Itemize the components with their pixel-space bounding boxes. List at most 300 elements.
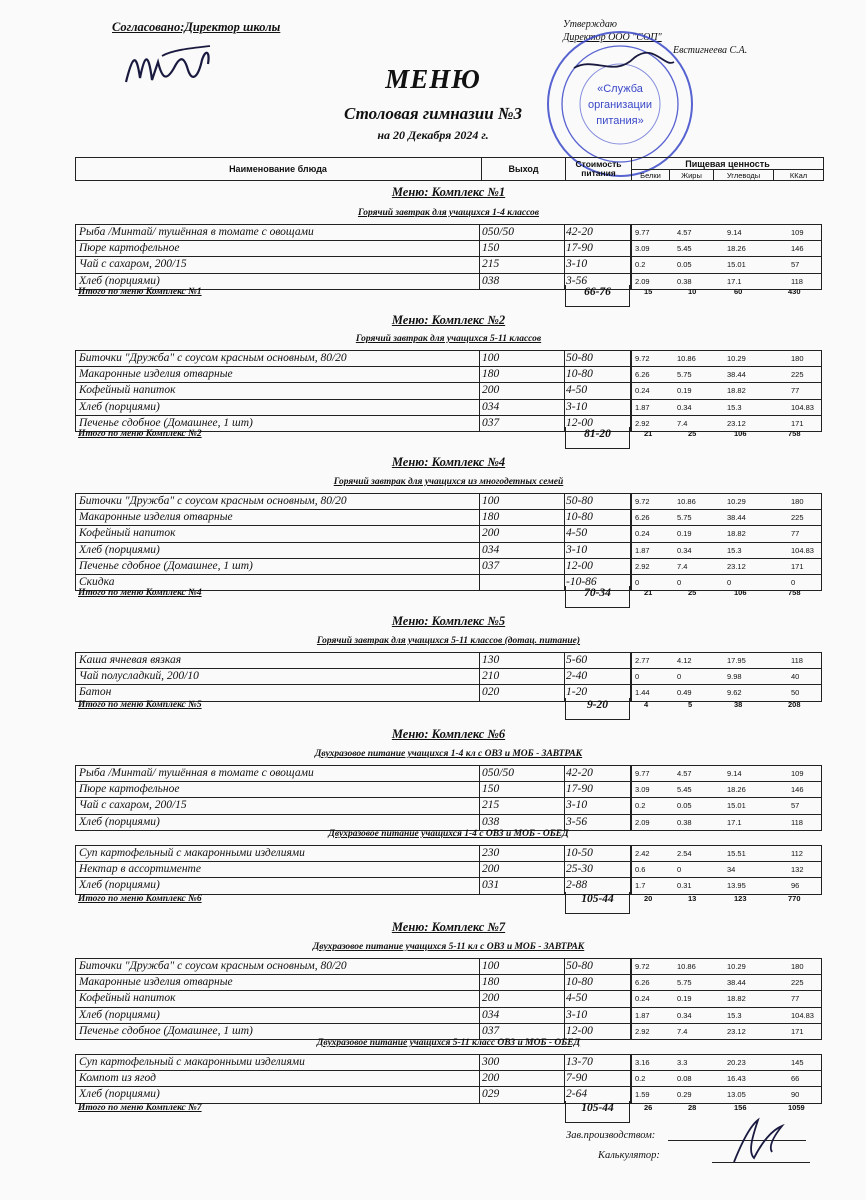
kcal-value: 171 xyxy=(791,561,804,571)
carbs-value: 13.95 xyxy=(727,881,746,891)
proteins-value: 9.72 xyxy=(635,962,650,971)
proteins-value: 1.7 xyxy=(635,881,646,891)
complex-total-label: Итого по меню Комплекс №5 xyxy=(78,700,202,710)
total-kcal: 758 xyxy=(788,429,801,438)
complex-total-price: 105-44 xyxy=(565,892,630,914)
kcal-value: 145 xyxy=(791,1058,804,1067)
kcal-value: 77 xyxy=(791,529,800,539)
kcal-value: 112 xyxy=(791,849,803,858)
proteins-value: 3.09 xyxy=(635,244,650,254)
total-fats: 25 xyxy=(688,588,697,597)
table-row xyxy=(76,241,631,257)
proteins-value: 2.92 xyxy=(635,418,650,428)
proteins-value: 1.59 xyxy=(635,1090,650,1100)
table-row xyxy=(76,1071,631,1087)
dish-price: 50-80 xyxy=(566,352,593,364)
dish-output: 034 xyxy=(482,400,500,413)
total-kcal: 758 xyxy=(788,588,801,597)
table-row xyxy=(76,846,631,862)
fats-value: 0.05 xyxy=(677,260,692,270)
complex-total-nutrition xyxy=(630,287,822,299)
complex-total-label: Итого по меню Комплекс №4 xyxy=(78,588,202,598)
dish-output: 050/50 xyxy=(482,226,514,238)
kcal-value: 118 xyxy=(791,656,803,665)
calculator-label: Калькулятор: xyxy=(598,1150,660,1161)
kcal-value: 118 xyxy=(791,276,803,286)
dish-name: Хлеб (порциями) xyxy=(79,815,160,828)
dish-name: Каша ячневая вязкая xyxy=(79,654,182,666)
fats-value: 0 xyxy=(677,672,682,682)
svg-text:организации: организации xyxy=(587,99,653,111)
dish-name: Макаронные изделия отварные xyxy=(79,368,233,381)
kcal-value: 109 xyxy=(791,228,804,237)
nutrition-row xyxy=(630,653,822,669)
proteins-value: 2.77 xyxy=(635,656,650,665)
header-kcal: ККал xyxy=(773,169,823,180)
complex-total-label: Итого по меню Комплекс №2 xyxy=(78,429,202,439)
dish-price: 4-50 xyxy=(566,384,588,397)
kcal-value: 40 xyxy=(791,672,800,682)
dish-price: 12-00 xyxy=(566,559,593,572)
total-proteins: 4 xyxy=(644,700,649,709)
fats-value: 7.4 xyxy=(677,1026,688,1036)
carbs-value: 15.3 xyxy=(727,1010,742,1020)
fats-value: 0 xyxy=(677,865,682,875)
table-row xyxy=(76,225,631,241)
table-row xyxy=(76,494,631,510)
dish-name: Хлеб (порциями) xyxy=(79,400,160,413)
dish-price: 50-80 xyxy=(566,960,593,972)
dish-price: 25-30 xyxy=(566,863,593,876)
meal-group-title: Горячий завтрак для учащихся 1-4 классов xyxy=(357,208,540,218)
fats-value: 3.3 xyxy=(677,1058,688,1067)
dish-output: 034 xyxy=(482,1008,500,1021)
approval-line-2: Директор ООО "СОП" xyxy=(563,32,662,43)
proteins-value: 1.87 xyxy=(635,402,650,412)
kcal-value: 90 xyxy=(791,1090,800,1100)
dish-price: 5-60 xyxy=(566,654,588,666)
total-fats: 28 xyxy=(688,1103,697,1112)
proteins-value: 0.2 xyxy=(635,801,646,811)
carbs-value: 10.29 xyxy=(727,354,746,363)
dish-price: 10-50 xyxy=(566,847,593,859)
carbs-value: 23.12 xyxy=(727,418,746,428)
nutrition-row xyxy=(630,959,822,975)
dish-output: 100 xyxy=(482,960,500,972)
dish-name: Пюре картофельное xyxy=(79,783,180,796)
carbs-value: 15.01 xyxy=(727,801,746,811)
meal-group-title: Горячий завтрак для учащихся 5-11 классов (дотац. питание) xyxy=(316,636,581,646)
dish-output: 100 xyxy=(482,352,500,364)
dish-name: Нектар в ассортименте xyxy=(79,863,201,876)
dish-price: 2-40 xyxy=(566,670,588,683)
carbs-value: 10.29 xyxy=(727,962,746,971)
total-fats: 5 xyxy=(688,700,693,709)
nutrition-table xyxy=(630,224,822,290)
dish-name: Хлеб (порциями) xyxy=(79,1008,160,1021)
dish-output: 020 xyxy=(482,686,500,699)
kcal-value: 180 xyxy=(791,497,804,506)
carbs-value: 38.44 xyxy=(727,370,746,380)
proteins-value: 6.26 xyxy=(635,513,650,523)
fats-value: 4.57 xyxy=(677,228,692,237)
dish-price: 17-90 xyxy=(566,783,593,796)
proteins-value: 1.44 xyxy=(635,688,650,698)
carbs-value: 9.98 xyxy=(727,672,742,682)
dish-output: 300 xyxy=(482,1056,500,1068)
fats-value: 5.45 xyxy=(677,785,692,795)
total-proteins: 15 xyxy=(644,287,653,296)
table-row xyxy=(76,559,631,575)
nutrition-row xyxy=(630,975,822,991)
proteins-value: 0.6 xyxy=(635,865,646,875)
dish-name: Суп картофельный с макаронными изделиями xyxy=(79,847,305,859)
proteins-value: 3.09 xyxy=(635,785,650,795)
table-row xyxy=(76,526,631,542)
nutrition-row xyxy=(630,878,822,894)
svg-text:питания»: питания» xyxy=(596,115,644,127)
nutrition-row xyxy=(630,510,822,526)
dish-price: -10-86 xyxy=(566,575,597,588)
dish-output: 100 xyxy=(482,495,500,507)
proteins-value: 9.72 xyxy=(635,497,650,506)
dish-name: Биточки "Дружба" с соусом красным основным, 80/20 xyxy=(79,960,347,972)
nutrition-table xyxy=(630,1054,822,1104)
complex-total-label: Итого по меню Комплекс №7 xyxy=(78,1103,202,1113)
complex-title: Меню: Комплекс №2 xyxy=(391,313,506,327)
nutrition-row xyxy=(630,526,822,542)
dish-price: 3-10 xyxy=(566,1008,588,1021)
complex-total-price: 66-76 xyxy=(565,285,630,307)
meal-group-title: Двухразовое питание учащихся 1-4 кл с ОВЗ и МОБ - ЗАВТРАК xyxy=(314,749,583,759)
fats-value: 0 xyxy=(677,577,682,587)
complex-title: Меню: Комплекс №7 xyxy=(391,920,506,934)
dish-price: 2-88 xyxy=(566,879,588,892)
dish-name: Кофейный напиток xyxy=(79,384,176,397)
proteins-value: 1.87 xyxy=(635,1010,650,1020)
carbs-value: 15.3 xyxy=(727,402,742,412)
complex-total-nutrition xyxy=(630,1103,822,1115)
dish-output: 037 xyxy=(482,1024,500,1037)
dish-output: 031 xyxy=(482,879,500,892)
kcal-value: 0 xyxy=(791,577,796,587)
fats-value: 0.19 xyxy=(677,529,692,539)
proteins-value: 0 xyxy=(635,577,640,587)
header-name: Наименование блюда xyxy=(229,164,327,174)
dish-table xyxy=(75,652,632,702)
dish-name: Печенье сдобное (Домашнее, 1 шт) xyxy=(79,416,253,429)
kcal-value: 225 xyxy=(791,978,804,988)
proteins-value: 2.42 xyxy=(635,849,650,858)
complex-total-price: 105-44 xyxy=(565,1101,630,1123)
dish-price: 4-50 xyxy=(566,992,588,1005)
dish-name: Чай с сахаром, 200/15 xyxy=(79,799,187,812)
complex-total-price: 81-20 xyxy=(565,427,630,449)
carbs-value: 9.14 xyxy=(727,228,742,237)
fats-value: 0.19 xyxy=(677,386,692,396)
dish-name: Макаронные изделия отварные xyxy=(79,511,233,524)
dish-price: 10-80 xyxy=(566,368,593,381)
dish-name: Макаронные изделия отварные xyxy=(79,976,233,989)
carbs-value: 15.51 xyxy=(727,849,746,858)
carbs-value: 9.14 xyxy=(727,769,742,778)
dish-table xyxy=(75,765,632,831)
kcal-value: 225 xyxy=(791,370,804,380)
total-kcal: 1059 xyxy=(788,1103,805,1112)
nutrition-row xyxy=(630,241,822,257)
dish-output: 050/50 xyxy=(482,767,514,779)
fats-value: 5.75 xyxy=(677,370,692,380)
nutrition-row xyxy=(630,862,822,878)
kcal-value: 104.83 xyxy=(791,402,814,412)
dish-output: 200 xyxy=(482,527,500,540)
production-manager-label: Зав.производством: xyxy=(566,1130,656,1141)
fats-value: 0.38 xyxy=(677,817,692,827)
nutrition-row xyxy=(630,543,822,559)
dish-name: Биточки "Дружба" с соусом красным основным, 80/20 xyxy=(79,495,347,507)
carbs-value: 18.26 xyxy=(727,785,746,795)
nutrition-row xyxy=(630,1087,822,1103)
table-row xyxy=(76,975,631,991)
carbs-value: 20.23 xyxy=(727,1058,746,1067)
fats-value: 7.4 xyxy=(677,561,688,571)
nutrition-table xyxy=(630,958,822,1040)
dish-table xyxy=(75,845,632,895)
total-carbs: 106 xyxy=(734,429,747,438)
approval-line-3: Евстигнеева С.А. xyxy=(673,45,748,56)
nutrition-row xyxy=(630,1071,822,1087)
proteins-value: 9.77 xyxy=(635,769,650,778)
complex-total-nutrition xyxy=(630,700,822,712)
carbs-value: 17.1 xyxy=(727,817,742,827)
meal-group-title: Двухразовое питание учащихся 5-11 кл с ОВЗ и МОБ - ЗАВТРАК xyxy=(312,942,585,952)
dish-output: 200 xyxy=(482,863,500,876)
dish-name: Скидка xyxy=(79,575,115,588)
dish-name: Хлеб (порциями) xyxy=(79,543,160,556)
complex-title: Меню: Комплекс №5 xyxy=(391,614,506,628)
nutrition-row xyxy=(630,669,822,685)
nutrition-row xyxy=(630,225,822,241)
kcal-value: 132 xyxy=(791,865,804,875)
kcal-value: 171 xyxy=(791,1026,804,1036)
dish-name: Рыба /Минтай/ тушённая в томате с овощами xyxy=(79,767,314,779)
table-row xyxy=(76,798,631,814)
nutrition-table xyxy=(630,493,822,591)
complex-total-nutrition xyxy=(630,429,822,441)
carbs-value: 23.12 xyxy=(727,1026,746,1036)
kcal-value: 109 xyxy=(791,769,804,778)
carbs-value: 15.3 xyxy=(727,545,742,555)
fats-value: 0.31 xyxy=(677,881,692,891)
dish-table xyxy=(75,958,632,1040)
total-proteins: 21 xyxy=(644,588,653,597)
nutrition-row xyxy=(630,1055,822,1071)
fats-value: 4.12 xyxy=(677,656,692,665)
dish-name: Компот из ягод xyxy=(79,1072,156,1085)
complex-total-label: Итого по меню Комплекс №1 xyxy=(78,287,202,297)
header-nutrition: Пищевая ценность xyxy=(631,158,823,169)
total-carbs: 60 xyxy=(734,287,743,296)
dish-price: 3-10 xyxy=(566,799,588,812)
dish-price: 3-56 xyxy=(566,274,588,287)
dish-price: 3-10 xyxy=(566,258,588,271)
dish-name: Хлеб (порциями) xyxy=(79,879,160,892)
complex-total-price: 9-20 xyxy=(565,698,630,720)
carbs-value: 38.44 xyxy=(727,513,746,523)
table-row xyxy=(76,400,631,416)
dish-name: Хлеб (порциями) xyxy=(79,274,160,287)
carbs-value: 15.01 xyxy=(727,260,746,270)
dish-output: 180 xyxy=(482,511,500,524)
dish-price: 3-56 xyxy=(566,815,588,828)
fats-value: 5.75 xyxy=(677,978,692,988)
total-proteins: 21 xyxy=(644,429,653,438)
proteins-value: 0.24 xyxy=(635,529,650,539)
fats-value: 0.19 xyxy=(677,994,692,1004)
table-row xyxy=(76,782,631,798)
table-row xyxy=(76,1055,631,1071)
nutrition-row xyxy=(630,400,822,416)
complex-title: Меню: Комплекс №6 xyxy=(391,727,506,741)
table-row xyxy=(76,878,631,894)
carbs-value: 17.1 xyxy=(727,276,742,286)
kcal-value: 104.83 xyxy=(791,1010,814,1020)
dish-price: 4-50 xyxy=(566,527,588,540)
fats-value: 10.86 xyxy=(677,354,696,363)
complex-title: Меню: Комплекс №1 xyxy=(391,185,506,199)
dish-output: 150 xyxy=(482,242,500,255)
table-row xyxy=(76,543,631,559)
table-row xyxy=(76,351,631,367)
proteins-value: 9.77 xyxy=(635,228,650,237)
nutrition-row xyxy=(630,257,822,273)
dish-output: 200 xyxy=(482,384,500,397)
dish-output: 230 xyxy=(482,847,500,859)
dish-name: Кофейный напиток xyxy=(79,992,176,1005)
table-row xyxy=(76,653,631,669)
dish-table xyxy=(75,224,632,290)
dish-name: Печенье сдобное (Домашнее, 1 шт) xyxy=(79,1024,253,1037)
dish-output: 180 xyxy=(482,976,500,989)
dish-table xyxy=(75,493,632,591)
complex-total-nutrition xyxy=(630,588,822,600)
header-output: Выход xyxy=(481,158,565,180)
kcal-value: 180 xyxy=(791,354,804,363)
total-carbs: 156 xyxy=(734,1103,747,1112)
complex-title: Меню: Комплекс №4 xyxy=(391,455,506,469)
total-kcal: 770 xyxy=(788,894,801,903)
dish-output: 037 xyxy=(482,559,500,572)
dish-output: 130 xyxy=(482,654,500,666)
carbs-value: 23.12 xyxy=(727,561,746,571)
fats-value: 5.75 xyxy=(677,513,692,523)
table-row xyxy=(76,862,631,878)
kcal-value: 96 xyxy=(791,881,800,891)
meal-group-title: Горячий завтрак для учащихся из многодетных семей xyxy=(333,477,564,487)
proteins-value: 2.09 xyxy=(635,276,650,286)
carbs-value: 9.62 xyxy=(727,688,742,698)
carbs-value: 18.82 xyxy=(727,529,746,539)
calculator-signature-line xyxy=(712,1162,810,1163)
kcal-value: 50 xyxy=(791,688,800,698)
dish-name: Чай полусладкий, 200/10 xyxy=(79,670,199,683)
proteins-value: 0.2 xyxy=(635,260,646,270)
dish-output: 215 xyxy=(482,258,500,271)
dish-name: Пюре картофельное xyxy=(79,242,180,255)
approval-line-1: Утверждаю xyxy=(563,19,617,30)
menu-date: на 20 Декабря 2024 г. xyxy=(377,128,489,142)
fats-value: 0.38 xyxy=(677,276,692,286)
fats-value: 0.49 xyxy=(677,688,692,698)
total-proteins: 26 xyxy=(644,1103,653,1112)
meal-group-title: Двухразовое питание учащихся 1-4 с ОВЗ и МОБ - ОБЕД xyxy=(328,829,569,839)
production-signature xyxy=(728,1112,788,1168)
carbs-value: 38.44 xyxy=(727,978,746,988)
complex-total-label: Итого по меню Комплекс №6 xyxy=(78,894,202,904)
kcal-value: 225 xyxy=(791,513,804,523)
proteins-value: 6.26 xyxy=(635,978,650,988)
nutrition-row xyxy=(630,1008,822,1024)
nutrition-row xyxy=(630,494,822,510)
nutrition-row xyxy=(630,383,822,399)
nutrition-row xyxy=(630,559,822,575)
dish-price: 12-00 xyxy=(566,416,593,429)
table-row xyxy=(76,257,631,273)
proteins-value: 1.87 xyxy=(635,545,650,555)
dish-price: 2-64 xyxy=(566,1088,588,1101)
dish-name: Биточки "Дружба" с соусом красным основным, 80/20 xyxy=(79,352,347,364)
table-row xyxy=(76,959,631,975)
proteins-value: 6.26 xyxy=(635,370,650,380)
kcal-value: 146 xyxy=(791,244,804,254)
kcal-value: 146 xyxy=(791,785,804,795)
fats-value: 2.54 xyxy=(677,849,692,858)
fats-value: 10.86 xyxy=(677,497,696,506)
proteins-value: 0.24 xyxy=(635,994,650,1004)
carbs-value: 18.82 xyxy=(727,386,746,396)
nutrition-row xyxy=(630,991,822,1007)
dish-output: 038 xyxy=(482,274,500,287)
carbs-value: 0 xyxy=(727,577,732,587)
nutrition-row xyxy=(630,798,822,814)
meal-group-title: Горячий завтрак для учащихся 5-11 классов xyxy=(355,334,542,344)
proteins-value: 0 xyxy=(635,672,640,682)
table-row xyxy=(76,766,631,782)
table-row xyxy=(76,1087,631,1103)
dish-name: Хлеб (порциями) xyxy=(79,1088,160,1101)
dish-output: 034 xyxy=(482,543,500,556)
proteins-value: 2.92 xyxy=(635,561,650,571)
complex-total-price: 70-34 xyxy=(565,586,630,608)
dish-name: Печенье сдобное (Домашнее, 1 шт) xyxy=(79,559,253,572)
dish-price: 10-80 xyxy=(566,976,593,989)
table-row xyxy=(76,669,631,685)
dish-price: 17-90 xyxy=(566,242,593,255)
proteins-value: 2.09 xyxy=(635,817,650,827)
dish-price: 50-80 xyxy=(566,495,593,507)
dish-output: 215 xyxy=(482,799,500,812)
page-subtitle: Столовая гимназии №3 xyxy=(343,104,523,123)
dish-name: Суп картофельный с макаронными изделиями xyxy=(79,1056,305,1068)
total-fats: 10 xyxy=(688,287,697,296)
dish-price: 7-90 xyxy=(566,1072,588,1085)
dish-price: 13-70 xyxy=(566,1056,593,1068)
kcal-value: 77 xyxy=(791,386,800,396)
svg-text:«Служба: «Служба xyxy=(597,83,643,95)
header-carbs: Углеводы xyxy=(713,169,773,180)
carbs-value: 18.26 xyxy=(727,244,746,254)
complex-total-nutrition xyxy=(630,894,822,906)
